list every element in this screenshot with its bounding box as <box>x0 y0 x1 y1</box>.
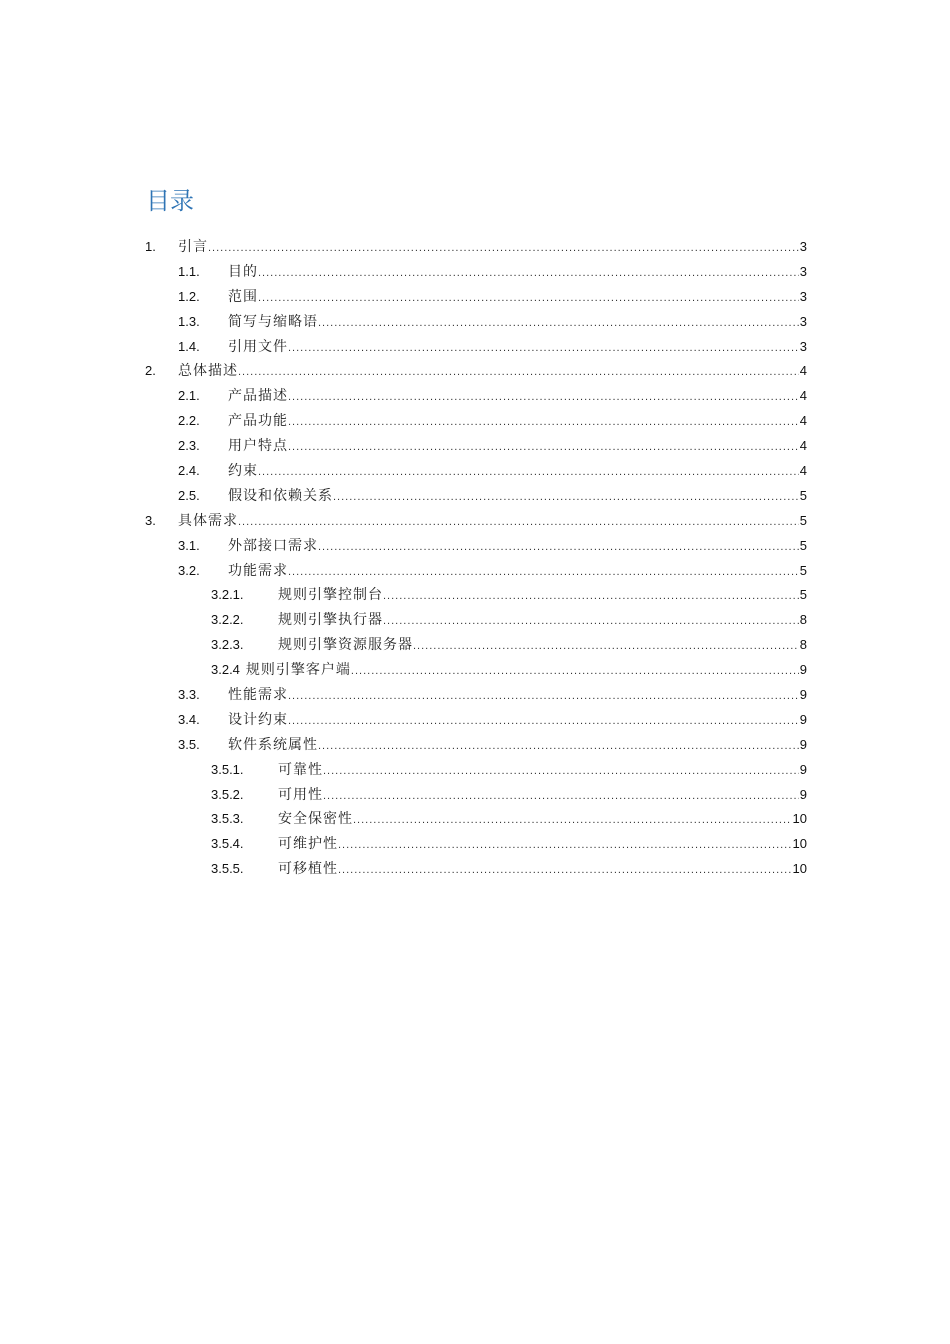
toc-entry-title: 范围 <box>228 288 258 305</box>
toc-entry-title: 规则引擎客户端 <box>245 662 351 679</box>
toc-entry[interactable] <box>145 783 807 808</box>
toc-dot-leader <box>323 784 799 809</box>
toc-entry-title: 可靠性 <box>278 761 323 778</box>
toc-entry-number: 2. <box>145 363 156 379</box>
toc-entry-number: 3.5.3. <box>211 811 244 827</box>
toc-entry-page-number: 9 <box>799 662 807 678</box>
toc-dot-leader <box>383 609 799 634</box>
toc-entry[interactable] <box>145 832 807 857</box>
toc-entry-number: 2.4. <box>178 463 200 479</box>
toc-dot-leader <box>258 286 799 311</box>
toc-entry-number: 3.5.5. <box>211 861 244 877</box>
toc-dot-leader <box>333 485 799 510</box>
toc-dot-leader <box>318 311 799 336</box>
toc-entry-page-number: 10 <box>792 836 807 852</box>
toc-entry-number: 1.3. <box>178 313 200 329</box>
toc-entry[interactable] <box>145 409 807 434</box>
toc-entry-page-number: 3 <box>799 288 807 304</box>
toc-entry[interactable] <box>145 260 807 285</box>
toc-entry-page-number: 3 <box>799 239 807 254</box>
toc-entry-title: 安全保密性 <box>278 811 353 828</box>
table-of-contents <box>145 235 807 882</box>
toc-entry-number: 3.3. <box>178 687 200 703</box>
toc-dot-leader <box>288 336 799 361</box>
toc-dot-leader <box>318 535 799 560</box>
toc-entry[interactable] <box>145 658 807 683</box>
toc-entry-page-number: 10 <box>792 811 807 827</box>
toc-entry-title: 具体需求 <box>178 512 238 529</box>
toc-entry-title: 可维护性 <box>278 836 338 853</box>
toc-dot-leader <box>323 759 799 784</box>
toc-entry-title: 引用文件 <box>228 338 288 355</box>
toc-entry-number: 3.5.2. <box>211 786 244 802</box>
toc-entry-number: 3. <box>145 512 156 528</box>
toc-entry-page-number: 3 <box>799 263 807 279</box>
toc-entry-number: 2.1. <box>178 388 200 404</box>
toc-dot-leader <box>288 410 799 435</box>
toc-dot-leader <box>288 560 799 585</box>
toc-dot-leader <box>383 584 799 609</box>
toc-entry[interactable] <box>145 359 807 384</box>
toc-entry-title: 设计约束 <box>228 711 288 728</box>
toc-entry-title: 目的 <box>228 263 258 280</box>
toc-entry[interactable] <box>145 608 807 633</box>
toc-entry-title: 可用性 <box>278 786 323 803</box>
toc-entry[interactable] <box>145 335 807 360</box>
toc-dot-leader <box>338 858 792 883</box>
toc-entry-title: 用户特点 <box>228 438 288 455</box>
toc-entry[interactable] <box>145 285 807 310</box>
toc-entry[interactable] <box>145 509 807 534</box>
toc-entry[interactable] <box>145 708 807 733</box>
toc-entry[interactable] <box>145 683 807 708</box>
toc-entry-page-number: 8 <box>799 637 807 653</box>
toc-entry-number: 1. <box>145 239 156 254</box>
toc-entry-title: 规则引擎控制台 <box>278 587 383 604</box>
toc-entry-page-number: 10 <box>792 861 807 877</box>
toc-entry-title: 软件系统属性 <box>228 736 318 753</box>
toc-entry[interactable] <box>145 534 807 559</box>
toc-entry-number: 3.2.2. <box>211 612 244 628</box>
toc-entry-number: 3.2.3. <box>211 637 244 653</box>
toc-entry-number: 3.5.1. <box>211 761 244 777</box>
toc-dot-leader <box>288 709 799 734</box>
toc-entry-page-number: 4 <box>799 463 807 479</box>
toc-entry[interactable] <box>145 807 807 832</box>
toc-entry-title: 假设和依赖关系 <box>228 487 333 504</box>
toc-entry[interactable] <box>145 459 807 484</box>
toc-entry-page-number: 3 <box>799 338 807 354</box>
toc-entry-page-number: 8 <box>799 612 807 628</box>
toc-entry-page-number: 4 <box>799 413 807 429</box>
toc-entry-number: 3.1. <box>178 537 200 553</box>
toc-entry-page-number: 5 <box>799 587 807 603</box>
toc-entry-page-number: 4 <box>799 388 807 404</box>
toc-entry-number: 1.4. <box>178 338 200 354</box>
toc-entry-title: 规则引擎资源服务器 <box>278 637 413 654</box>
toc-entry-title: 规则引擎执行器 <box>278 612 383 629</box>
toc-entry-page-number: 5 <box>799 537 807 553</box>
toc-dot-leader <box>238 510 799 535</box>
toc-entry-title: 简写与缩略语 <box>228 313 318 330</box>
toc-entry-title: 总体描述 <box>178 363 238 380</box>
toc-dot-leader <box>258 460 799 485</box>
toc-entry[interactable] <box>145 235 807 260</box>
toc-dot-leader <box>318 734 799 759</box>
toc-entry[interactable] <box>145 583 807 608</box>
toc-dot-leader <box>208 236 799 261</box>
toc-entry-page-number: 3 <box>799 313 807 329</box>
toc-entry-title: 产品功能 <box>228 413 288 430</box>
toc-entry-number: 3.5.4. <box>211 836 244 852</box>
toc-heading: 目录 <box>146 187 194 215</box>
toc-entry-page-number: 4 <box>799 438 807 454</box>
toc-entry[interactable] <box>145 384 807 409</box>
toc-entry-number: 2.2. <box>178 413 200 429</box>
toc-entry-page-number: 4 <box>799 363 807 379</box>
toc-entry-number: 2.5. <box>178 487 200 503</box>
toc-entry-title: 功能需求 <box>228 562 288 579</box>
toc-entry-title: 引言 <box>178 239 208 255</box>
toc-entry-title: 约束 <box>228 463 258 480</box>
toc-entry-number: 3.4. <box>178 711 200 727</box>
toc-entry[interactable] <box>145 733 807 758</box>
toc-entry-page-number: 5 <box>799 512 807 528</box>
toc-entry[interactable] <box>145 484 807 509</box>
toc-dot-leader <box>288 385 799 410</box>
toc-entry-number: 3.2.1. <box>211 587 244 603</box>
toc-entry-page-number: 9 <box>799 761 807 777</box>
toc-entry-page-number: 5 <box>799 562 807 578</box>
toc-entry-number: 2.3. <box>178 438 200 454</box>
toc-dot-leader <box>351 659 799 684</box>
toc-entry[interactable] <box>145 559 807 584</box>
toc-entry-page-number: 9 <box>799 786 807 802</box>
toc-entry-page-number: 9 <box>799 711 807 727</box>
toc-entry-page-number: 9 <box>799 687 807 703</box>
toc-entry-number: 3.2.4 <box>211 662 240 678</box>
toc-entry-number: 3.2. <box>178 562 200 578</box>
toc-entry-title: 可移植性 <box>278 861 338 878</box>
toc-entry-number: 3.5. <box>178 736 200 752</box>
toc-entry-title: 性能需求 <box>228 687 288 704</box>
toc-dot-leader <box>258 261 799 286</box>
toc-entry[interactable] <box>145 310 807 335</box>
toc-entry[interactable] <box>145 633 807 658</box>
toc-entry-page-number: 5 <box>799 487 807 503</box>
toc-dot-leader <box>338 833 792 858</box>
toc-entry-title: 产品描述 <box>228 388 288 405</box>
toc-entry-number: 1.1. <box>178 263 200 279</box>
toc-entry[interactable] <box>145 434 807 459</box>
toc-entry[interactable] <box>145 758 807 783</box>
toc-dot-leader <box>353 808 792 833</box>
toc-dot-leader <box>413 634 799 659</box>
toc-entry-number: 1.2. <box>178 288 200 304</box>
toc-entry-title: 外部接口需求 <box>228 537 318 554</box>
toc-dot-leader <box>288 684 799 709</box>
toc-dot-leader <box>288 435 799 460</box>
toc-dot-leader <box>238 360 799 385</box>
toc-entry[interactable] <box>145 857 807 882</box>
toc-entry-page-number: 9 <box>799 736 807 752</box>
